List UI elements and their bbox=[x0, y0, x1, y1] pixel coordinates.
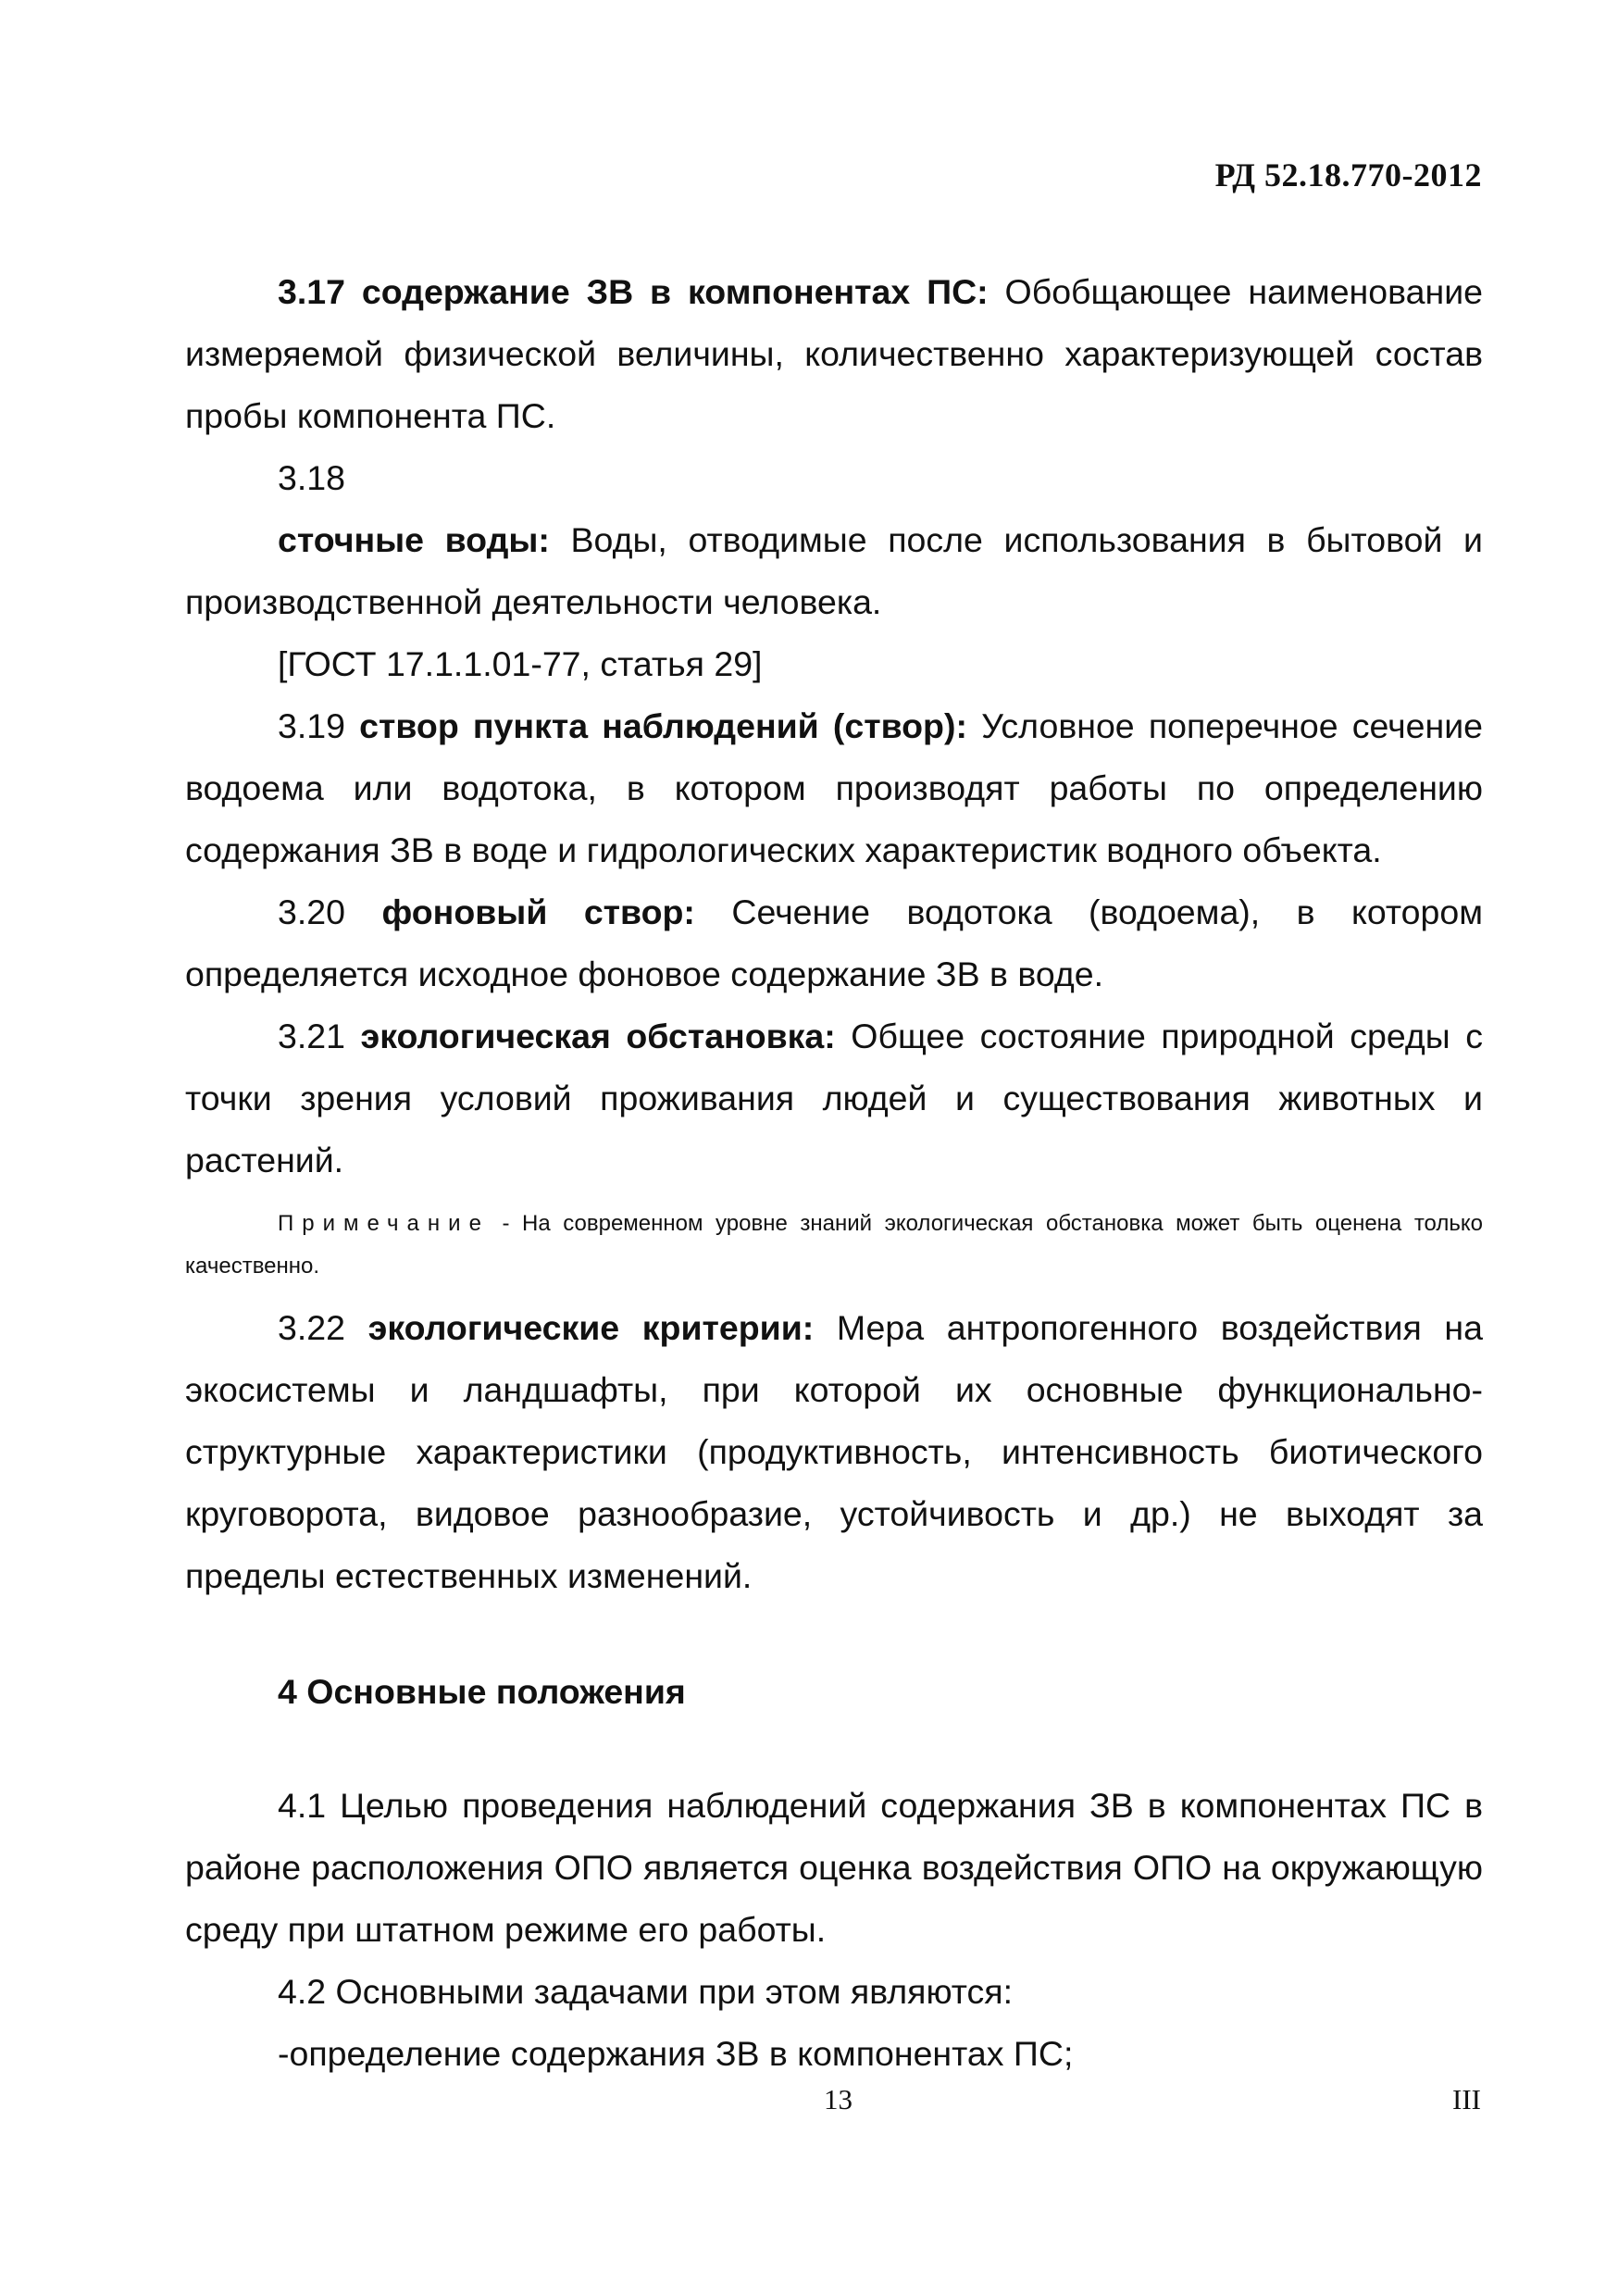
term: 3.17 содержание ЗВ в компонентах ПС: bbox=[278, 272, 989, 311]
term: створ пункта наблюдений (створ): bbox=[359, 706, 967, 745]
definition-3-17 bbox=[185, 261, 1483, 447]
definition-3-21 bbox=[185, 1005, 1483, 1192]
definition-number: 3.21 bbox=[278, 1017, 361, 1055]
source-reference: [ГОСТ 17.1.1.01-77, статья 29] bbox=[278, 644, 763, 683]
term: сточные воды: bbox=[278, 520, 550, 559]
definition-number-3-18: 3.18 bbox=[278, 458, 345, 497]
definition-text: Условное поперечное сечение водоема или водотока, в котором производят работы по определению содержания ЗВ в воде и гидрологических характеристик водного объекта. bbox=[185, 706, 1483, 869]
definition-text: Общее состояние природной среды с точки зрения условий проживания людей и существования животных и растений. bbox=[185, 1017, 1484, 1179]
definition-number: 3.20 bbox=[278, 892, 382, 931]
page-number: 13 bbox=[824, 2083, 853, 2115]
definition-number: 3.19 bbox=[278, 706, 360, 745]
term: фоновый створ: bbox=[381, 892, 695, 931]
definition-3-18 bbox=[185, 509, 1483, 633]
term: экологическая обстановка: bbox=[360, 1017, 836, 1055]
definition-3-19 bbox=[185, 695, 1483, 881]
definition-text: Воды, отводимые после использования в бытовой и производственной деятельности человека. bbox=[185, 520, 1483, 621]
list-item: -определение содержания ЗВ в компонентах ПС; bbox=[278, 2034, 1074, 2073]
definition-3-22 bbox=[185, 1297, 1483, 1607]
section-heading: 4 Основные положения bbox=[278, 1672, 686, 1711]
paragraph-4-2: 4.2 Основными задачами при этом являются: bbox=[278, 1972, 1014, 2011]
paragraph-4-1: 4.1 Целью проведения наблюдений содержания ЗВ в компонентах ПС в районе расположения ОПО является оценка воздействия ОПО на окружающую среду при штатном режиме его работы. bbox=[185, 1786, 1483, 1949]
definition-text: Обобщающее наименование измеряемой физической величины, количественно характеризующей состав пробы компонента ПС. bbox=[185, 272, 1483, 435]
note-label: Примечание bbox=[278, 1211, 490, 1236]
document-code: РД 52.18.770-2012 bbox=[1214, 156, 1482, 193]
note bbox=[185, 1203, 1483, 1288]
definition-number: 3.22 bbox=[278, 1308, 368, 1347]
definition-3-20 bbox=[185, 881, 1483, 1005]
sheet-marker: III bbox=[1452, 2083, 1481, 2115]
definition-text: Мера антропогенного воздействия на экосистемы и ландшафты, при которой их основные функционально-структурные характеристики (продуктивность, интенсивность биотического круговорота, видовое разнообразие, устойчивость и др.) не выходят за пределы естественных изменений. bbox=[185, 1308, 1483, 1595]
document-body bbox=[185, 261, 1483, 2085]
term: экологические критерии: bbox=[367, 1308, 815, 1347]
definition-text: Сечение водотока (водоема), в котором определяется исходное фоновое содержание ЗВ в воде. bbox=[185, 892, 1484, 993]
note-text: - На современном уровне знаний экологическая обстановка может быть оценена только качественно. bbox=[185, 1211, 1483, 1279]
